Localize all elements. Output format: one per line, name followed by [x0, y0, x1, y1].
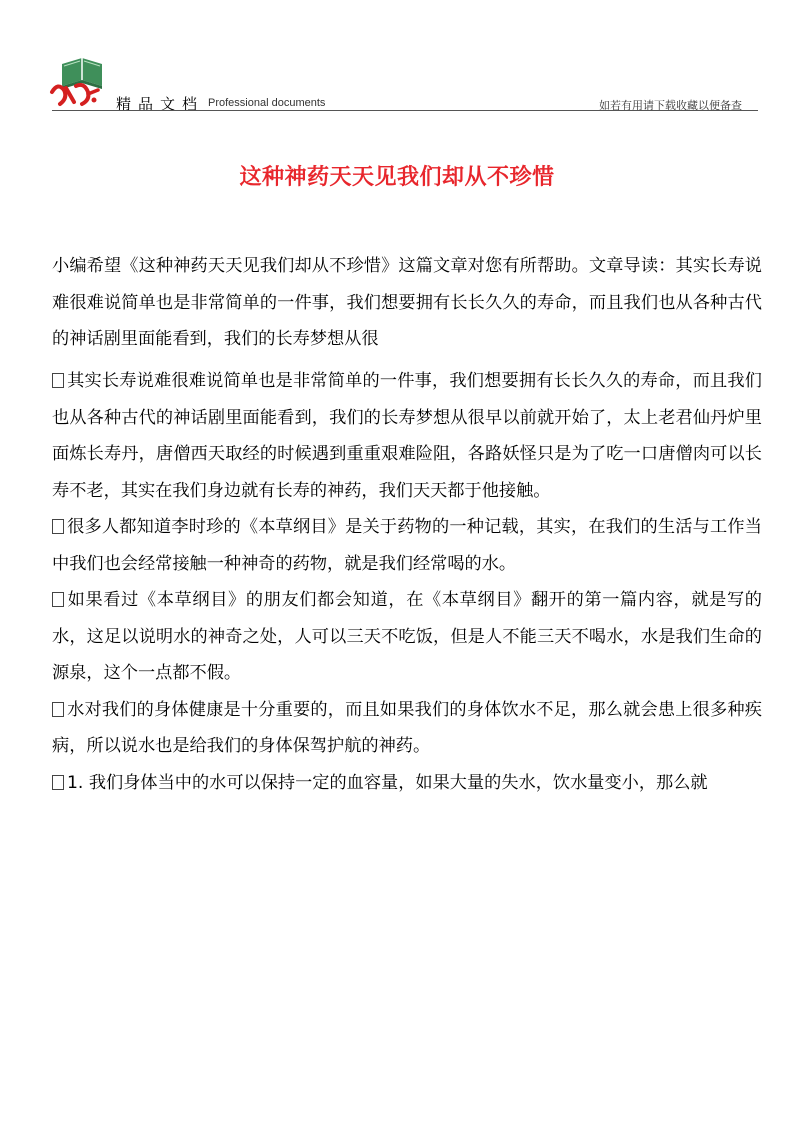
paragraph-text: 1. 我们身体当中的水可以保持一定的血容量，如果大量的失水，饮水量变小，那么就	[67, 772, 708, 793]
paragraph	[52, 363, 762, 509]
paragraph-text: 水对我们的身体健康是十分重要的，而且如果我们的身体饮水不足，那么就会患上很多种疾病，所以说水也是给我们的身体保驾护航的神药。	[52, 699, 762, 756]
header-note: 如若有用请下载收藏以便备查	[599, 99, 742, 112]
book-logo-icon	[48, 52, 108, 108]
missing-glyph-box-icon	[52, 519, 64, 534]
missing-glyph-box-icon	[52, 592, 64, 607]
header-divider	[52, 110, 758, 111]
paragraph	[52, 692, 762, 765]
paragraph-text: 如果看过《本草纲目》的朋友们都会知道，在《本草纲目》翻开的第一篇内容，就是写的水，这足以说明水的神奇之处，人可以三天不吃饭，但是人不能三天不喝水，水是我们生命的源泉，这个一点都不假。	[52, 590, 762, 683]
paragraph-text: 小编希望《这种神药天天见我们却从不珍惜》这篇文章对您有所帮助。文章导读：其实长寿说难很难说简单也是非常简单的一件事，我们想要拥有长长久久的寿命，而且我们也从各种古代的神话剧里面能看到，我们的长寿梦想从很	[52, 256, 762, 349]
missing-glyph-box-icon	[52, 702, 64, 717]
paragraph	[52, 509, 762, 582]
page-header	[0, 0, 794, 120]
paragraph-intro	[52, 248, 762, 363]
paragraph-text: 其实长寿说难很难说简单也是非常简单的一件事，我们想要拥有长长久久的寿命，而且我们也从各种古代的神话剧里面能看到，我们的长寿梦想从很早以前就开始了，太上老君仙丹炉里面炼长寿丹，唐僧西天取经的时候遇到重重艰难险阻，各路妖怪只是为了吃一口唐僧肉可以长寿不老，其实在我们身边就有长寿的神药，我们天天都于他接触。	[52, 371, 762, 501]
missing-glyph-box-icon	[52, 775, 64, 790]
paragraph	[52, 582, 762, 692]
brand-english: Professional documents	[208, 97, 326, 109]
missing-glyph-box-icon	[52, 373, 64, 388]
paragraph	[52, 765, 762, 802]
article-body	[52, 248, 762, 801]
page-title: 这种神药天天见我们却从不珍惜	[239, 165, 555, 190]
paragraph-text: 很多人都知道李时珍的《本草纲目》是关于药物的一种记载，其实，在我们的生活与工作当中我们也会经常接触一种神奇的药物，就是我们经常喝的水。	[52, 517, 762, 574]
brand-name: 精品文档	[116, 95, 205, 113]
